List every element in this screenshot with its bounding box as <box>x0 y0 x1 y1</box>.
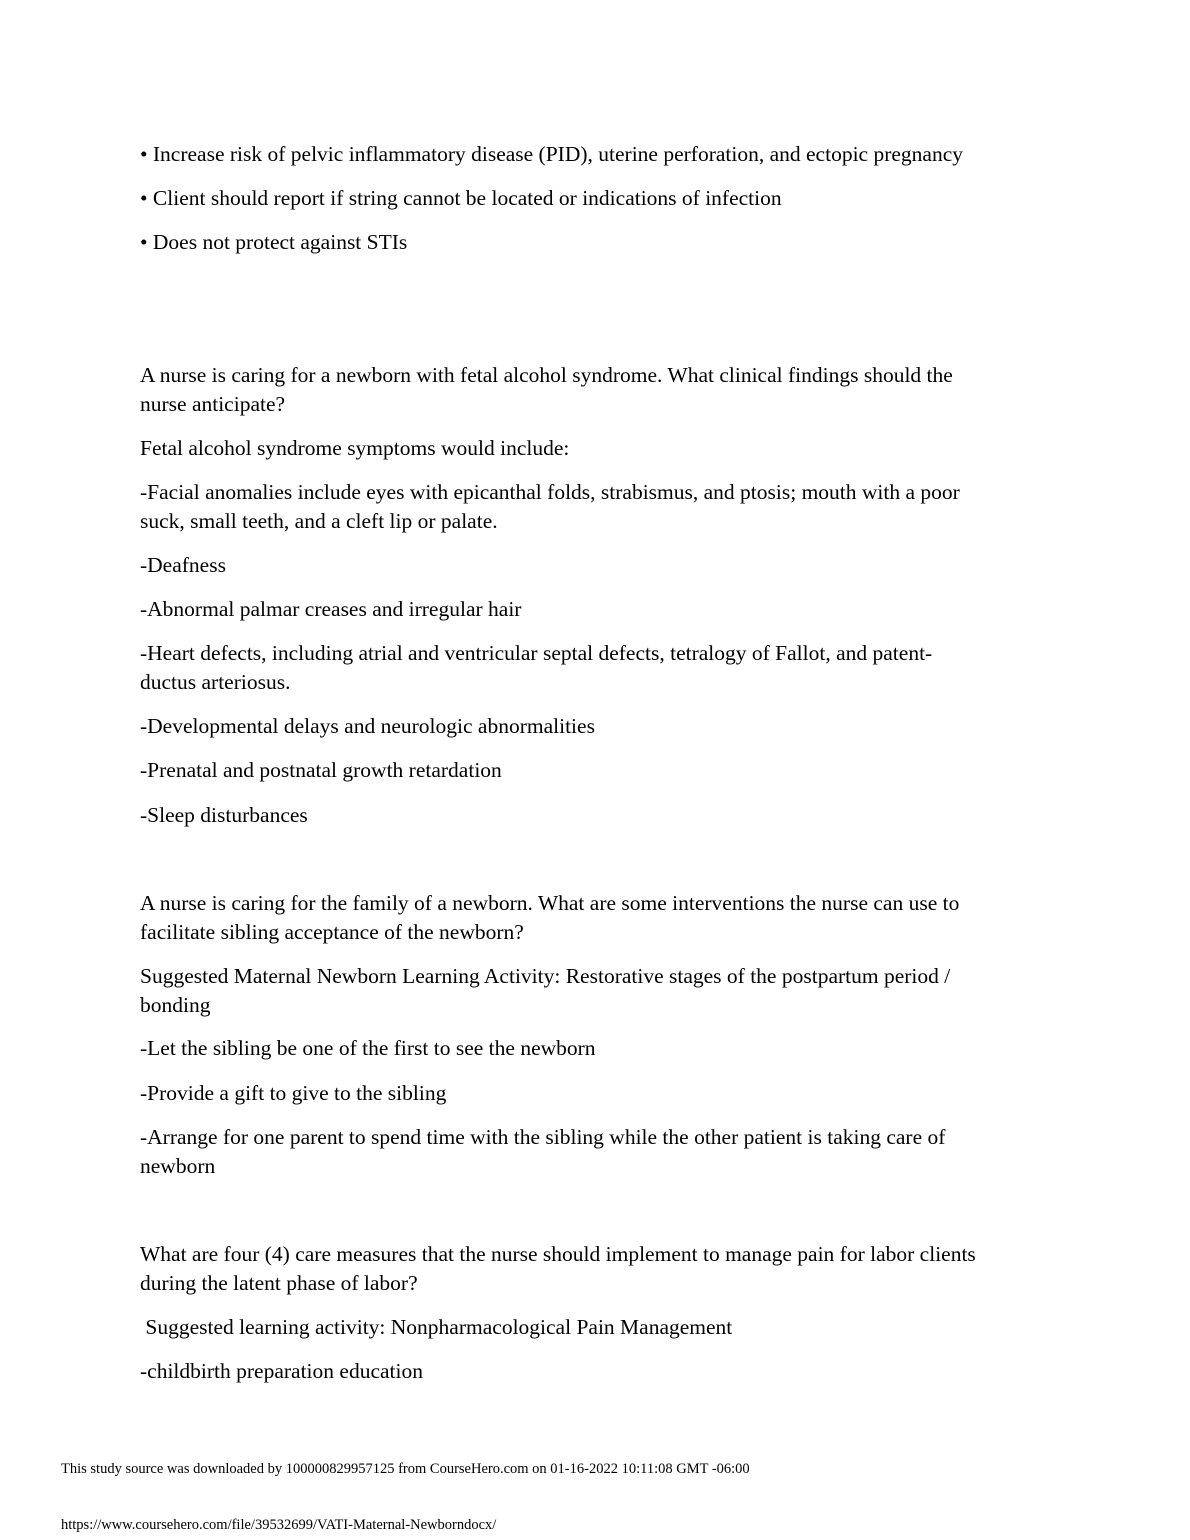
bullet-pid-risk: • Increase risk of pelvic inflammatory disease (PID), uterine perforation, and ectopic pregnancy <box>140 142 964 166</box>
fas-item-palmar: -Abnormal palmar creases and irregular hair <box>140 597 522 621</box>
sibling-activity-line-1: Suggested Maternal Newborn Learning Activity: Restorative stages of the postpartum period / <box>140 964 951 988</box>
fas-item-deafness: -Deafness <box>140 553 226 577</box>
fas-question-line-2: nurse anticipate? <box>140 392 286 416</box>
sibling-item-parent-time-line-2: newborn <box>140 1154 216 1178</box>
sibling-question-line-2: facilitate sibling acceptance of the newborn? <box>140 920 524 944</box>
bullet-no-sti-protection: • Does not protect against STIs <box>140 230 408 254</box>
sibling-question-line-1: A nurse is caring for the family of a newborn. What are some interventions the nurse can use to <box>140 891 960 915</box>
sibling-item-first-to-see: -Let the sibling be one of the first to see the newborn <box>140 1036 596 1060</box>
fas-intro: Fetal alcohol syndrome symptoms would include: <box>140 436 570 460</box>
fas-item-heart-line-2: ductus arteriosus. <box>140 670 291 694</box>
pain-question-line-1: What are four (4) care measures that the nurse should implement to manage pain for labor clients <box>140 1242 976 1266</box>
pain-question-line-2: during the latent phase of labor? <box>140 1271 418 1295</box>
sibling-item-gift: -Provide a gift to give to the sibling <box>140 1081 447 1105</box>
fas-question-line-1: A nurse is caring for a newborn with fetal alcohol syndrome. What clinical findings should the <box>140 363 953 387</box>
fas-item-facial-line-2: suck, small teeth, and a cleft lip or palate. <box>140 509 498 533</box>
sibling-activity-line-2: bonding <box>140 993 211 1017</box>
footer-url[interactable]: https://www.coursehero.com/file/39532699/VATI-Maternal-Newborndocx/ <box>61 1517 497 1533</box>
pain-activity: Suggested learning activity: Nonpharmacological Pain Management <box>140 1315 733 1339</box>
footer-source-notice: This study source was downloaded by 100000829957125 from CourseHero.com on 01-16-2022 10:11:08 GMT -06:00 <box>61 1461 750 1477</box>
bullet-report-string: • Client should report if string cannot be located or indications of infection <box>140 186 782 210</box>
fas-item-heart-line-1: -Heart defects, including atrial and ventricular septal defects, tetralogy of Fallot, and patent- <box>140 641 933 665</box>
pain-item-childbirth-education: -childbirth preparation education <box>140 1359 423 1383</box>
sibling-item-parent-time-line-1: -Arrange for one parent to spend time with the sibling while the other patient is taking care of <box>140 1125 946 1149</box>
fas-item-growth: -Prenatal and postnatal growth retardation <box>140 758 502 782</box>
fas-item-sleep: -Sleep disturbances <box>140 803 308 827</box>
fas-item-developmental: -Developmental delays and neurologic abnormalities <box>140 714 595 738</box>
fas-item-facial-line-1: -Facial anomalies include eyes with epicanthal folds, strabismus, and ptosis; mouth with a poor <box>140 480 960 504</box>
